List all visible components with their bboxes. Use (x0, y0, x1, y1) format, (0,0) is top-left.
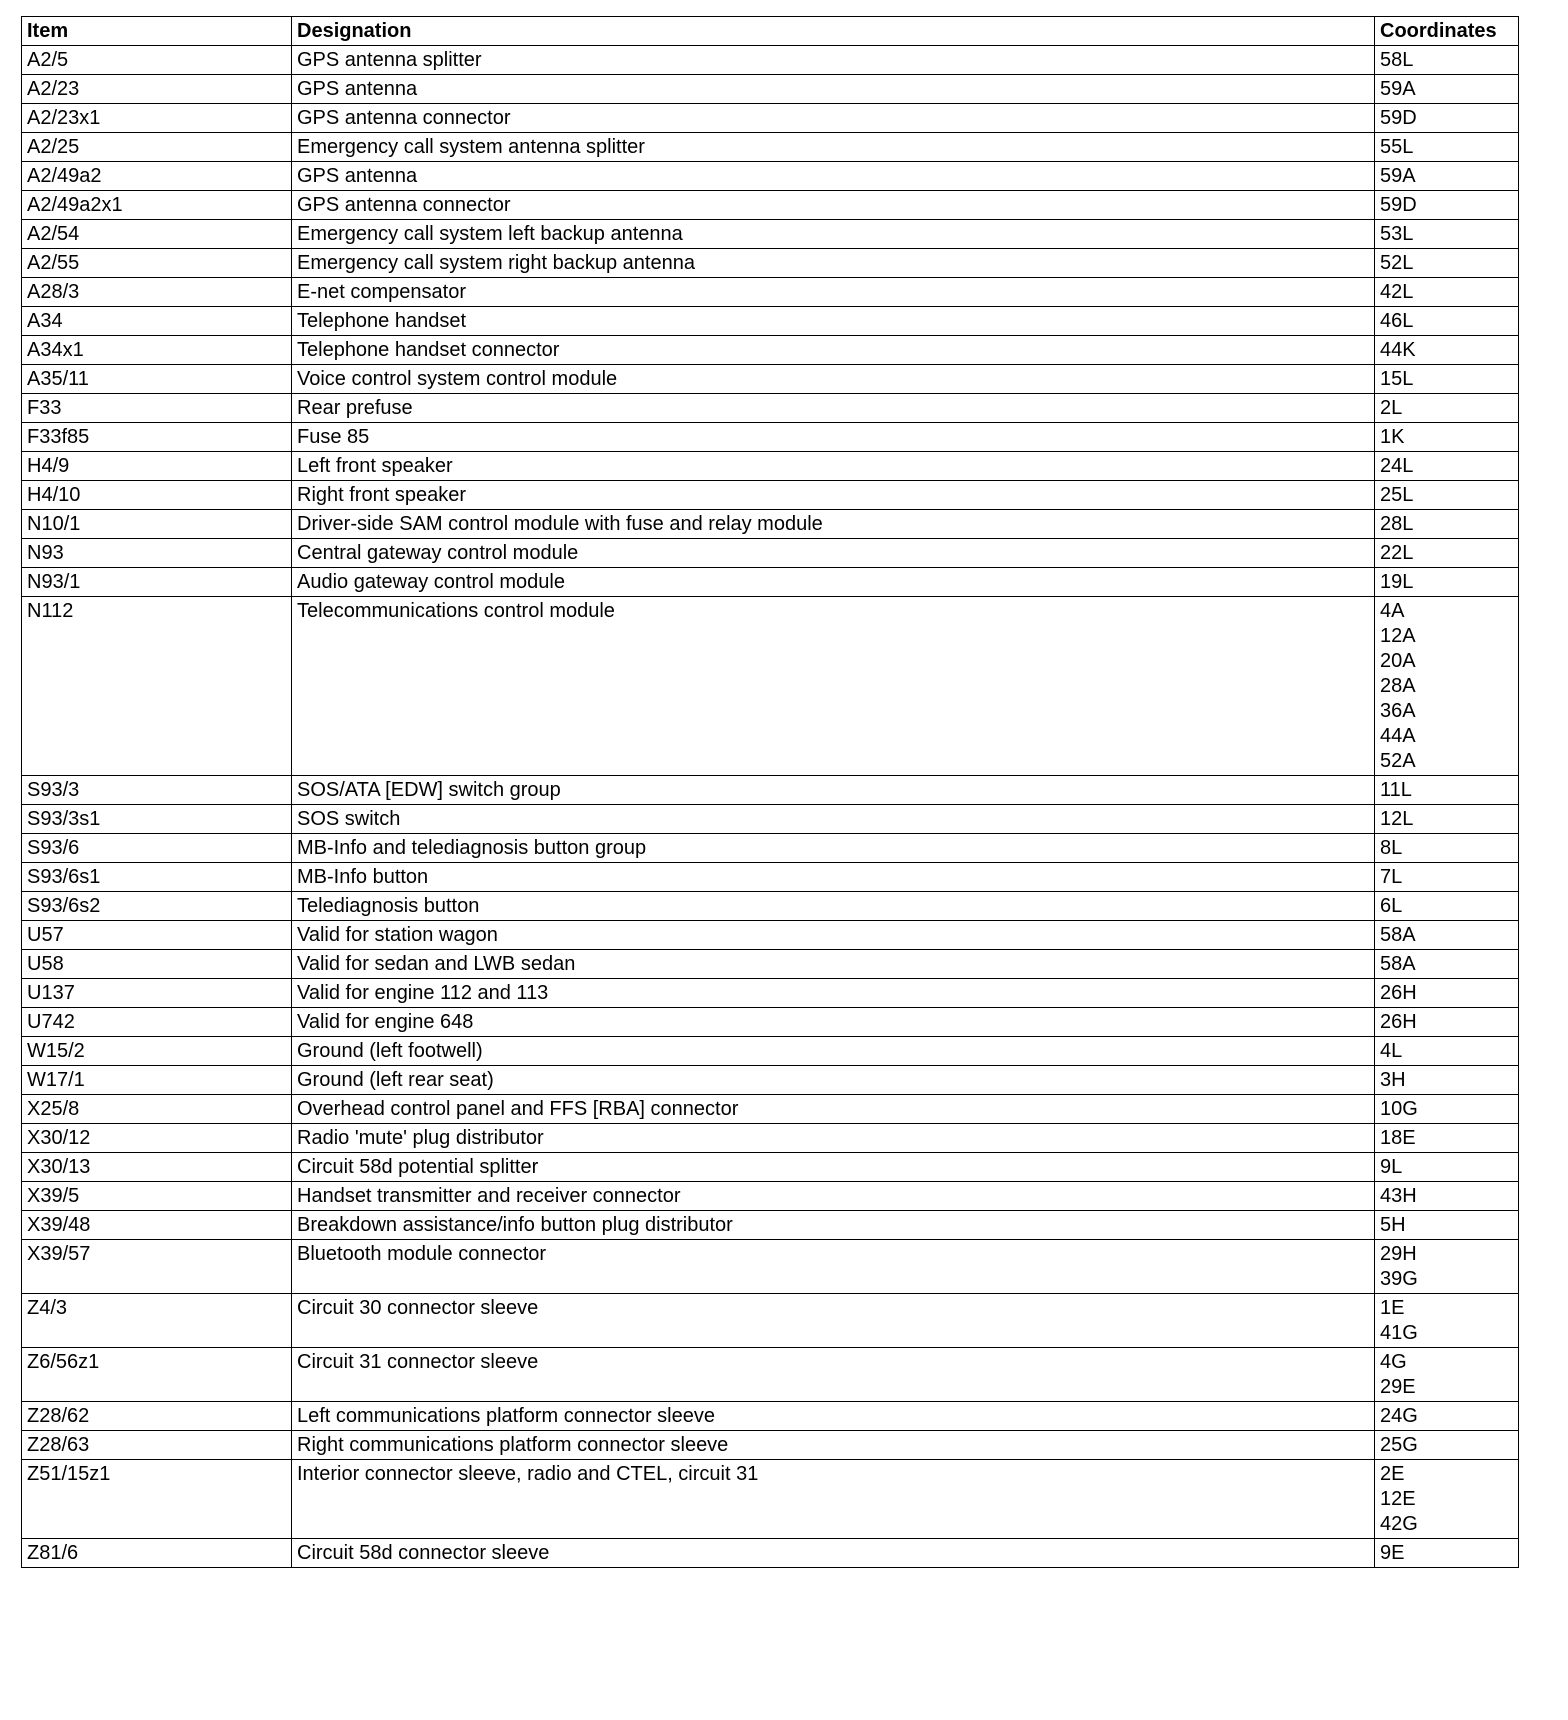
table-row (22, 892, 1519, 921)
table-row (22, 979, 1519, 1008)
coordinate-value: 28L (1380, 513, 1414, 535)
table-row (22, 278, 1519, 307)
table-row (22, 1539, 1519, 1568)
designation-cell: Driver-side SAM control module with fuse and relay module (292, 510, 1375, 539)
item-cell: Z4/3 (22, 1294, 292, 1348)
coordinates-cell (1375, 1294, 1519, 1348)
designation-cell: Circuit 31 connector sleeve (292, 1348, 1375, 1402)
item-cell: A34x1 (22, 336, 292, 365)
item-cell: X39/5 (22, 1182, 292, 1211)
coordinates-cell (1375, 1539, 1519, 1568)
coordinate-value: 12A (1380, 625, 1416, 647)
coordinates-cell (1375, 1402, 1519, 1431)
coordinate-value: 3H (1380, 1069, 1406, 1091)
table-row (22, 568, 1519, 597)
coordinate-value: 52L (1380, 252, 1414, 274)
item-cell: A2/49a2x1 (22, 191, 292, 220)
table-row (22, 950, 1519, 979)
table-row (22, 1402, 1519, 1431)
designation-cell: Voice control system control module (292, 365, 1375, 394)
coordinate-value: 24L (1380, 455, 1414, 477)
coordinate-value: 9L (1380, 1156, 1403, 1178)
coordinate-value: 39G (1380, 1268, 1418, 1290)
coordinates-cell (1375, 75, 1519, 104)
item-cell: A35/11 (22, 365, 292, 394)
coordinate-value: 44A (1380, 725, 1416, 747)
coordinate-value: 41G (1380, 1322, 1418, 1344)
table-row (22, 1240, 1519, 1294)
item-cell: U742 (22, 1008, 292, 1037)
table-row (22, 1037, 1519, 1066)
designation-cell: Left communications platform connector sleeve (292, 1402, 1375, 1431)
designation-cell: Ground (left rear seat) (292, 1066, 1375, 1095)
table-row (22, 46, 1519, 75)
coordinates-cell (1375, 1211, 1519, 1240)
table-row (22, 220, 1519, 249)
coordinate-value: 18E (1380, 1127, 1416, 1149)
coordinate-value: 26H (1380, 1011, 1417, 1033)
coordinates-cell (1375, 46, 1519, 75)
item-cell: N112 (22, 597, 292, 776)
table-row (22, 1182, 1519, 1211)
table-row (22, 834, 1519, 863)
item-cell: A2/54 (22, 220, 292, 249)
coordinate-value: 4L (1380, 1040, 1403, 1062)
designation-cell: SOS switch (292, 805, 1375, 834)
coordinates-cell (1375, 1095, 1519, 1124)
coordinate-value: 12L (1380, 808, 1414, 830)
coordinates-cell (1375, 452, 1519, 481)
designation-cell: Interior connector sleeve, radio and CTEL, circuit 31 (292, 1460, 1375, 1539)
item-cell: N10/1 (22, 510, 292, 539)
designation-cell: Valid for engine 112 and 113 (292, 979, 1375, 1008)
coordinates-cell (1375, 104, 1519, 133)
table-row (22, 481, 1519, 510)
item-cell: A2/55 (22, 249, 292, 278)
table-row (22, 921, 1519, 950)
designation-cell: Valid for sedan and LWB sedan (292, 950, 1375, 979)
item-cell: X30/13 (22, 1153, 292, 1182)
item-cell: N93 (22, 539, 292, 568)
designation-cell: Rear prefuse (292, 394, 1375, 423)
designation-cell: Telediagnosis button (292, 892, 1375, 921)
item-cell: S93/6s1 (22, 863, 292, 892)
coordinate-value: 46L (1380, 310, 1414, 332)
table-row (22, 863, 1519, 892)
item-cell: X30/12 (22, 1124, 292, 1153)
coordinates-cell (1375, 892, 1519, 921)
designation-cell: MB-Info button (292, 863, 1375, 892)
designation-cell: Fuse 85 (292, 423, 1375, 452)
designation-cell: Emergency call system antenna splitter (292, 133, 1375, 162)
column-header-item: Item (22, 17, 292, 46)
coordinate-value: 43H (1380, 1185, 1417, 1207)
item-cell: H4/10 (22, 481, 292, 510)
coordinate-value: 25G (1380, 1434, 1418, 1456)
coordinates-cell (1375, 863, 1519, 892)
item-cell: F33f85 (22, 423, 292, 452)
coordinates-cell (1375, 1153, 1519, 1182)
coordinate-value: 22L (1380, 542, 1414, 564)
coordinate-value: 59A (1380, 165, 1416, 187)
item-cell: X39/57 (22, 1240, 292, 1294)
coordinate-value: 59D (1380, 194, 1417, 216)
table-row (22, 510, 1519, 539)
coordinates-cell (1375, 1124, 1519, 1153)
designation-cell: Circuit 30 connector sleeve (292, 1294, 1375, 1348)
coordinates-cell (1375, 834, 1519, 863)
coordinates-cell (1375, 1008, 1519, 1037)
coordinate-value: 44K (1380, 339, 1416, 361)
item-cell: A2/5 (22, 46, 292, 75)
item-cell: S93/6 (22, 834, 292, 863)
item-cell: U58 (22, 950, 292, 979)
coordinate-value: 58A (1380, 953, 1416, 975)
coordinate-value: 2E (1380, 1463, 1405, 1485)
designation-cell: Radio 'mute' plug distributor (292, 1124, 1375, 1153)
coordinates-cell (1375, 162, 1519, 191)
designation-cell: Telephone handset (292, 307, 1375, 336)
table-row (22, 307, 1519, 336)
coordinate-value: 58A (1380, 924, 1416, 946)
designation-cell: Central gateway control module (292, 539, 1375, 568)
designation-cell: Overhead control panel and FFS [RBA] connector (292, 1095, 1375, 1124)
coordinates-cell (1375, 423, 1519, 452)
item-cell: U137 (22, 979, 292, 1008)
item-cell: X25/8 (22, 1095, 292, 1124)
coordinates-cell (1375, 365, 1519, 394)
item-cell: Z6/56z1 (22, 1348, 292, 1402)
designation-cell: Telecommunications control module (292, 597, 1375, 776)
coordinates-cell (1375, 568, 1519, 597)
coordinate-value: 53L (1380, 223, 1414, 245)
coordinate-value: 6L (1380, 895, 1403, 917)
table-row (22, 162, 1519, 191)
coordinate-value: 2L (1380, 397, 1403, 419)
coordinates-cell (1375, 249, 1519, 278)
designation-cell: Ground (left footwell) (292, 1037, 1375, 1066)
item-cell: A2/49a2 (22, 162, 292, 191)
designation-cell: GPS antenna connector (292, 191, 1375, 220)
table-row (22, 452, 1519, 481)
designation-cell: MB-Info and telediagnosis button group (292, 834, 1375, 863)
designation-cell: GPS antenna splitter (292, 46, 1375, 75)
coordinates-cell (1375, 1240, 1519, 1294)
coordinate-value: 25L (1380, 484, 1414, 506)
coordinates-cell (1375, 1037, 1519, 1066)
coordinates-cell (1375, 776, 1519, 805)
table-row (22, 1066, 1519, 1095)
coordinates-cell (1375, 336, 1519, 365)
item-cell: A28/3 (22, 278, 292, 307)
designation-cell: Emergency call system left backup antenna (292, 220, 1375, 249)
designation-cell: Right communications platform connector sleeve (292, 1431, 1375, 1460)
item-cell: U57 (22, 921, 292, 950)
table-row (22, 133, 1519, 162)
item-cell: S93/3s1 (22, 805, 292, 834)
component-table (21, 16, 1519, 1568)
coordinate-value: 5H (1380, 1214, 1406, 1236)
designation-cell: Valid for engine 648 (292, 1008, 1375, 1037)
item-cell: X39/48 (22, 1211, 292, 1240)
coordinates-cell (1375, 950, 1519, 979)
coordinates-cell (1375, 510, 1519, 539)
coordinate-value: 59A (1380, 78, 1416, 100)
coordinate-value: 11L (1380, 779, 1412, 801)
item-cell: A2/25 (22, 133, 292, 162)
table-row (22, 365, 1519, 394)
coordinate-value: 4A (1380, 600, 1405, 622)
table-row (22, 104, 1519, 133)
coordinate-value: 36A (1380, 700, 1416, 722)
designation-cell: Emergency call system right backup antenna (292, 249, 1375, 278)
coordinate-value: 20A (1380, 650, 1416, 672)
designation-cell: Circuit 58d connector sleeve (292, 1539, 1375, 1568)
table-row (22, 1211, 1519, 1240)
coordinates-cell (1375, 220, 1519, 249)
item-cell: Z28/62 (22, 1402, 292, 1431)
item-cell: F33 (22, 394, 292, 423)
table-row (22, 75, 1519, 104)
coordinates-cell (1375, 394, 1519, 423)
item-cell: A2/23x1 (22, 104, 292, 133)
table-row (22, 336, 1519, 365)
item-cell: S93/6s2 (22, 892, 292, 921)
column-header-coordinates: Coordinates (1375, 17, 1519, 46)
table-row (22, 597, 1519, 776)
coordinate-value: 7L (1380, 866, 1403, 888)
coordinates-cell (1375, 1348, 1519, 1402)
coordinates-cell (1375, 539, 1519, 568)
coordinates-cell (1375, 191, 1519, 220)
coordinate-value: 12E (1380, 1488, 1416, 1510)
coordinate-value: 58L (1380, 49, 1414, 71)
item-cell: Z81/6 (22, 1539, 292, 1568)
coordinate-value: 52A (1380, 750, 1416, 772)
table-row (22, 423, 1519, 452)
coordinate-value: 24G (1380, 1405, 1418, 1427)
coordinate-value: 10G (1380, 1098, 1418, 1120)
coordinate-value: 15L (1380, 368, 1414, 390)
designation-cell: Audio gateway control module (292, 568, 1375, 597)
designation-cell: Right front speaker (292, 481, 1375, 510)
coordinate-value: 9E (1380, 1542, 1405, 1564)
table-row (22, 1431, 1519, 1460)
table-row (22, 776, 1519, 805)
item-cell: H4/9 (22, 452, 292, 481)
table-row (22, 805, 1519, 834)
column-header-designation: Designation (292, 17, 1375, 46)
coordinates-cell (1375, 1182, 1519, 1211)
coordinates-cell (1375, 1066, 1519, 1095)
coordinate-value: 4G (1380, 1351, 1407, 1373)
table-row (22, 1294, 1519, 1348)
coordinates-cell (1375, 979, 1519, 1008)
table-row (22, 1153, 1519, 1182)
designation-cell: Breakdown assistance/info button plug distributor (292, 1211, 1375, 1240)
table-body (22, 46, 1519, 1568)
item-cell: A34 (22, 307, 292, 336)
table-header-row (22, 17, 1519, 46)
designation-cell: E-net compensator (292, 278, 1375, 307)
designation-cell: GPS antenna connector (292, 104, 1375, 133)
table-row (22, 1460, 1519, 1539)
coordinates-cell (1375, 278, 1519, 307)
designation-cell: GPS antenna (292, 75, 1375, 104)
coordinate-value: 1E (1380, 1297, 1405, 1319)
table-row (22, 1008, 1519, 1037)
table-row (22, 1124, 1519, 1153)
table-row (22, 1348, 1519, 1402)
designation-cell: Circuit 58d potential splitter (292, 1153, 1375, 1182)
designation-cell: Handset transmitter and receiver connector (292, 1182, 1375, 1211)
designation-cell: SOS/ATA [EDW] switch group (292, 776, 1375, 805)
designation-cell: Bluetooth module connector (292, 1240, 1375, 1294)
coordinates-cell (1375, 805, 1519, 834)
coordinates-cell (1375, 921, 1519, 950)
coordinate-value: 8L (1380, 837, 1403, 859)
table-row (22, 191, 1519, 220)
coordinate-value: 1K (1380, 426, 1405, 448)
coordinate-value: 59D (1380, 107, 1417, 129)
item-cell: W15/2 (22, 1037, 292, 1066)
coordinate-value: 55L (1380, 136, 1414, 158)
coordinate-value: 29H (1380, 1243, 1417, 1265)
coordinates-cell (1375, 597, 1519, 776)
coordinates-cell (1375, 481, 1519, 510)
coordinate-value: 42L (1380, 281, 1414, 303)
coordinate-value: 42G (1380, 1513, 1418, 1535)
coordinate-value: 28A (1380, 675, 1416, 697)
designation-cell: Left front speaker (292, 452, 1375, 481)
table-row (22, 1095, 1519, 1124)
item-cell: W17/1 (22, 1066, 292, 1095)
item-cell: Z28/63 (22, 1431, 292, 1460)
coordinates-cell (1375, 1431, 1519, 1460)
coordinate-value: 29E (1380, 1376, 1416, 1398)
table-row (22, 394, 1519, 423)
coordinate-value: 26H (1380, 982, 1417, 1004)
coordinates-cell (1375, 133, 1519, 162)
coordinates-cell (1375, 307, 1519, 336)
designation-cell: Telephone handset connector (292, 336, 1375, 365)
coordinates-cell (1375, 1460, 1519, 1539)
item-cell: N93/1 (22, 568, 292, 597)
table-row (22, 249, 1519, 278)
item-cell: S93/3 (22, 776, 292, 805)
designation-cell: GPS antenna (292, 162, 1375, 191)
item-cell: A2/23 (22, 75, 292, 104)
table-row (22, 539, 1519, 568)
coordinate-value: 19L (1380, 571, 1414, 593)
item-cell: Z51/15z1 (22, 1460, 292, 1539)
designation-cell: Valid for station wagon (292, 921, 1375, 950)
